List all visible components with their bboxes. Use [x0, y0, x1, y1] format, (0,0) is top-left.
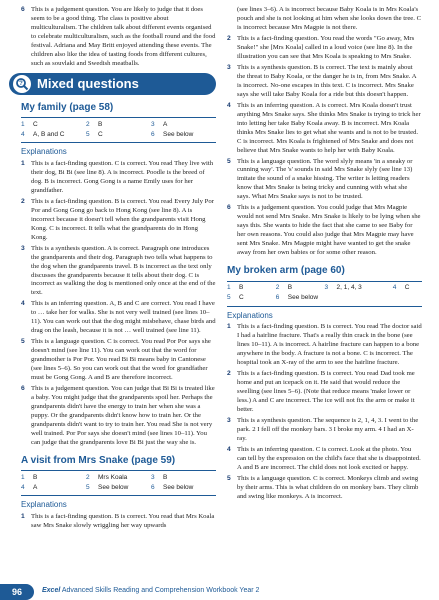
answer-cell: [86, 121, 151, 130]
answer-cell: [86, 484, 151, 493]
answer-row: [21, 473, 216, 483]
paragraph: [21, 300, 216, 336]
paragraph: [21, 6, 216, 69]
text: This is a fact-finding question. B is correct. You read Dad took me home and put an icepack on it. He said that would reduce the swelling (see lines 5–6). (Note that reduce means 'make lower or less.) A and C are incorrect. The ice will not fix the arm or make it better.: [237, 370, 415, 413]
section-title-bar: [9, 73, 216, 95]
item-number: 2: [21, 197, 25, 205]
text: This is a fact-finding question. C is correct. You read They live with their dog, Bi Bi (see line 8). A is incorrect. Poodle is the breed of dog. B is incorrect. Gong Gong is a name Emily uses for her grandfather.: [31, 159, 214, 194]
book-title: [42, 587, 259, 594]
answer-cell: [151, 121, 216, 130]
text: This is a fact-finding question. B is correct. You read Every July Por Por and Gong Gong go back to Hong Kong (see line 8). A is incorrect because it doesn't tell when the grandparents visit Hong Kong. C is incorrect. It tells what the grandparents do in Hong Kong.: [31, 197, 214, 241]
answer-row: [227, 284, 422, 294]
answer-table: [21, 470, 216, 496]
text: This is an inferring question. A is correct. Mrs Koala doesn't trust anything Mrs Snake says. She thinks Mrs Snake is trying to trick her into letting her take Baby Koala away. B is incorrect. Mrs Koala thinks Mrs Snake lies to get what she wants and is not to be trusted. C is incorrect. Mrs Koala is frightened of Mrs Snake and does not believe that Mrs Snake wants to help her with Baby Koala.: [237, 101, 421, 154]
answer-number: 1: [21, 473, 25, 481]
text: B: [239, 284, 244, 292]
item-number: 3: [227, 63, 231, 71]
text: This is a synthesis question. The sequence is 2, 1, 4, 3. I went to the park. 2 I fell off the monkey bars. 3 I broke my arm. 4 I had an X-ray.: [237, 416, 419, 442]
paragraph: [227, 64, 422, 100]
text: B: [98, 120, 103, 128]
item-number: 5: [21, 338, 25, 346]
text: This is a judgement question. You can judge that Bi Bi is treated like a baby. You might judge that the grandparents spoil her. Perhaps the grandparents didn't have the energy to train her when she was a puppy. Or the grandparents didn't know how to train her. Or the grandparents didn't want to try to train her. You read She is not very well trained. Por Por says she doesn't mind (see lines 10–11). You can judge that the grandparents love Bi Bi just the way she is.: [31, 385, 215, 446]
answer-cell: [276, 294, 325, 303]
answer-cell: [325, 284, 393, 293]
item-number: 5: [227, 474, 231, 482]
answer-number: 6: [151, 130, 155, 138]
book-title-text: Advanced Skills Reading and Comprehension Workbook Year 2: [61, 587, 260, 594]
answer-number: 3: [151, 473, 155, 481]
answer-table: [21, 117, 216, 143]
text: This is a fact-finding question. B is correct. You read The doctor said I had a hairline fracture. That's a really thin crack in the bone (see lines 10–11). A is incorrect. A hairline fracture can happen to a bone anywhere in the body. A fracture is not a bone. C is incorrect. The hospital took an X-ray of the arm to see the hairline fracture.: [237, 323, 422, 367]
answer-cell: [86, 131, 151, 140]
paragraph: [21, 245, 216, 299]
item-number: 6: [21, 385, 25, 393]
page-footer: [0, 584, 439, 600]
brand-name: Excel: [42, 587, 61, 594]
left-column: [21, 6, 216, 533]
paragraph: [227, 6, 422, 33]
explanations-heading: Explanations: [21, 147, 67, 157]
paragraph: [227, 102, 422, 156]
paragraph: [227, 35, 422, 62]
answer-cell: [276, 284, 325, 293]
item-number: [227, 6, 237, 33]
item-number: 6: [227, 204, 231, 212]
text: Mrs Koala: [98, 473, 128, 481]
answer-number: 6: [275, 294, 280, 302]
svg-text:?: ?: [19, 80, 23, 87]
answer-cell: [21, 131, 86, 140]
text: 2, 1, 4, 3: [336, 284, 362, 292]
text: A: [163, 120, 168, 128]
answer-cell: [227, 284, 276, 293]
text: A, B and C: [33, 130, 65, 138]
passage-heading: A visit from Mrs Snake (page 59): [21, 454, 176, 466]
text: This is a synthesis question. B is correct. The text is mainly about the threat to Baby Koala, or the danger he is in, from Mrs Snake. A is incorrect. No-one escapes in this text. C is incorrect. Mrs Snake says she will take Baby Koala for a ride but this doesn't happen.: [237, 63, 417, 98]
item-number: 3: [21, 244, 25, 252]
text: This is an inferring question. C is correct. Look at the photo. You can tell by the expression on the child's face that she is disappointed. A and B are incorrect. The child does not look excited or happy.: [237, 445, 421, 471]
explanations-heading: Explanations: [227, 310, 273, 320]
answer-row: [21, 120, 216, 130]
text: C: [404, 284, 410, 292]
answer-cell: [151, 131, 216, 140]
section-title: Mixed questions: [37, 76, 139, 92]
answer-number: 2: [86, 473, 90, 481]
text: B: [287, 284, 293, 292]
item-number: 6: [21, 6, 25, 13]
text: See below: [163, 130, 194, 138]
item-number: 2: [227, 34, 231, 42]
paragraph: [227, 370, 422, 415]
text: See below: [287, 294, 319, 302]
answer-number: 5: [86, 130, 90, 138]
item-number: 2: [227, 370, 231, 378]
text: This is an inferring question. A, B and C are correct. You read I have to … take her for walks. She is not very well trained (see lines 10–11). You can work out that the dog might misbehave, chase birds and drag on the leash, because it is not … well trained (see line 11).: [31, 300, 216, 335]
answer-row: [21, 483, 216, 493]
text: C: [33, 120, 38, 128]
paragraph: [21, 160, 216, 196]
text: B: [33, 473, 38, 481]
text: This is a language question. The word slyly means 'in a sneaky or cunning way'. The 's' sounds in said Mrs Snake slyly (see line 13) imitate the sound of a snake hissing. The writer is letting readers know that Mrs Snake is being tricky and cunning with what she says. What Mrs Snake says is not to be trusted.: [237, 157, 413, 201]
answer-cell: [21, 121, 86, 130]
paragraph: [227, 204, 422, 258]
right-column: [227, 6, 422, 504]
answer-cell: [86, 474, 151, 483]
item-number: 1: [21, 159, 25, 167]
item-number: 4: [227, 101, 231, 109]
answer-number: 1: [21, 120, 25, 128]
answer-number: 6: [151, 483, 155, 491]
answer-cell: [21, 474, 86, 483]
paragraph: [227, 323, 422, 368]
paragraph: [21, 513, 216, 531]
paragraph: [227, 417, 422, 444]
answer-number: 3: [324, 284, 329, 292]
text: This is a language question. C is correct. You read Por Por says she doesn't mind (see line 11). You can work out that the word for grandmother is Por Por. You read Bi Bi means baby in Cantonese (see lines 5–6). So you can work out that the word for grandfather must be Gong Gong. A and B are therefore incorrect.: [31, 338, 211, 382]
item-number: 4: [227, 445, 231, 453]
text: B: [163, 473, 168, 481]
item-number: 3: [227, 416, 231, 424]
text: A: [33, 483, 38, 491]
answer-number: 4: [392, 284, 397, 292]
item-number: 4: [21, 300, 25, 308]
answer-cell: [151, 484, 216, 493]
page-number: 96: [0, 584, 34, 600]
answer-number: 3: [151, 120, 155, 128]
answer-number: 1: [227, 284, 231, 292]
text: This is a fact-finding question. You read the words "Go away, Mrs Snake!" she [Mrs Koala] called in a loud voice (see line 8). In the illustration you can see that Mrs Koala is speaking to Mrs Snake.: [237, 34, 415, 60]
text: This is a fact-finding question. B is correct. You read that Mrs Koala saw Mrs Snake slowly wriggling her way upwards: [31, 513, 215, 529]
answer-table: [227, 281, 422, 307]
answer-cell: [393, 284, 422, 293]
answer-number: 5: [227, 294, 231, 302]
item-text: This is a judgement question. You are likely to judge that it does seem to be a good thing. The class is positive about multiculturalism. The children talk about different events organised to celebrate multiculturalism, such as the football round and the food festival. Adriana and May Britt enjoyed attending these events. The children also like the idea of tasting foods from different cultures, such as souvlaki and Swedish meatballs.: [31, 6, 216, 67]
answer-number: 2: [275, 284, 280, 292]
passage-heading: My family (page 58): [21, 101, 114, 113]
item-number: 5: [227, 157, 231, 165]
answer-row: [227, 294, 422, 304]
answer-cell: [21, 484, 86, 493]
paragraph: [227, 475, 422, 502]
answer-cell: [151, 474, 216, 483]
answer-number: 4: [21, 130, 25, 138]
text: This is a language question. C is correct. Monkeys climb and swing by their arms. This is what children do on monkey bars. They climb and swing like monkeys. A is incorrect.: [237, 474, 419, 500]
item-number: 1: [227, 323, 231, 331]
answer-number: 2: [86, 120, 90, 128]
text: C: [239, 294, 244, 302]
explanations-heading: Explanations: [21, 500, 67, 510]
magnifier-question-icon: [13, 75, 31, 93]
answer-cell: [227, 294, 276, 303]
text: (see lines 3–6). A is incorrect because Baby Koala is in Mrs Koala's pouch and she is not looking at him when she looks down the tree. C is incorrect because Mrs Magpie is not there.: [237, 6, 422, 31]
text: C: [98, 130, 103, 138]
text: See below: [163, 483, 194, 491]
answer-number: 4: [21, 483, 25, 491]
text: See below: [98, 483, 129, 491]
paragraph: [21, 385, 216, 448]
answer-number: 5: [86, 483, 90, 491]
paragraph: [21, 198, 216, 243]
passage-heading: My broken arm (page 60): [227, 265, 345, 277]
paragraph: [227, 446, 422, 473]
paragraph: [21, 338, 216, 383]
answer-row: [21, 130, 216, 140]
text: This is a synthesis question. A is correct. Paragraph one introduces the grandparents and their dog. Paragraph two tells what happens to the dog when the grandparents travel. B is incorrect as the text only discusses the grandparents because it tells about their dog. C is incorrect as walking the dog is mentioned only once at the end of the text.: [31, 244, 216, 297]
text: This is a judgement question. You could judge that Mrs Magpie would not send Mrs Snake. Mrs Snake is likely to be lying when she says this. She wants to hide the fact that she came to see Baby for her own reasons. You could also judge that Mrs Magpie may have sent Mrs Snake. Mrs Magpie might have wanted to get the snake away from her own babies or for some other reason.: [237, 204, 421, 257]
item-number: 1: [21, 513, 25, 521]
paragraph: [227, 158, 422, 203]
